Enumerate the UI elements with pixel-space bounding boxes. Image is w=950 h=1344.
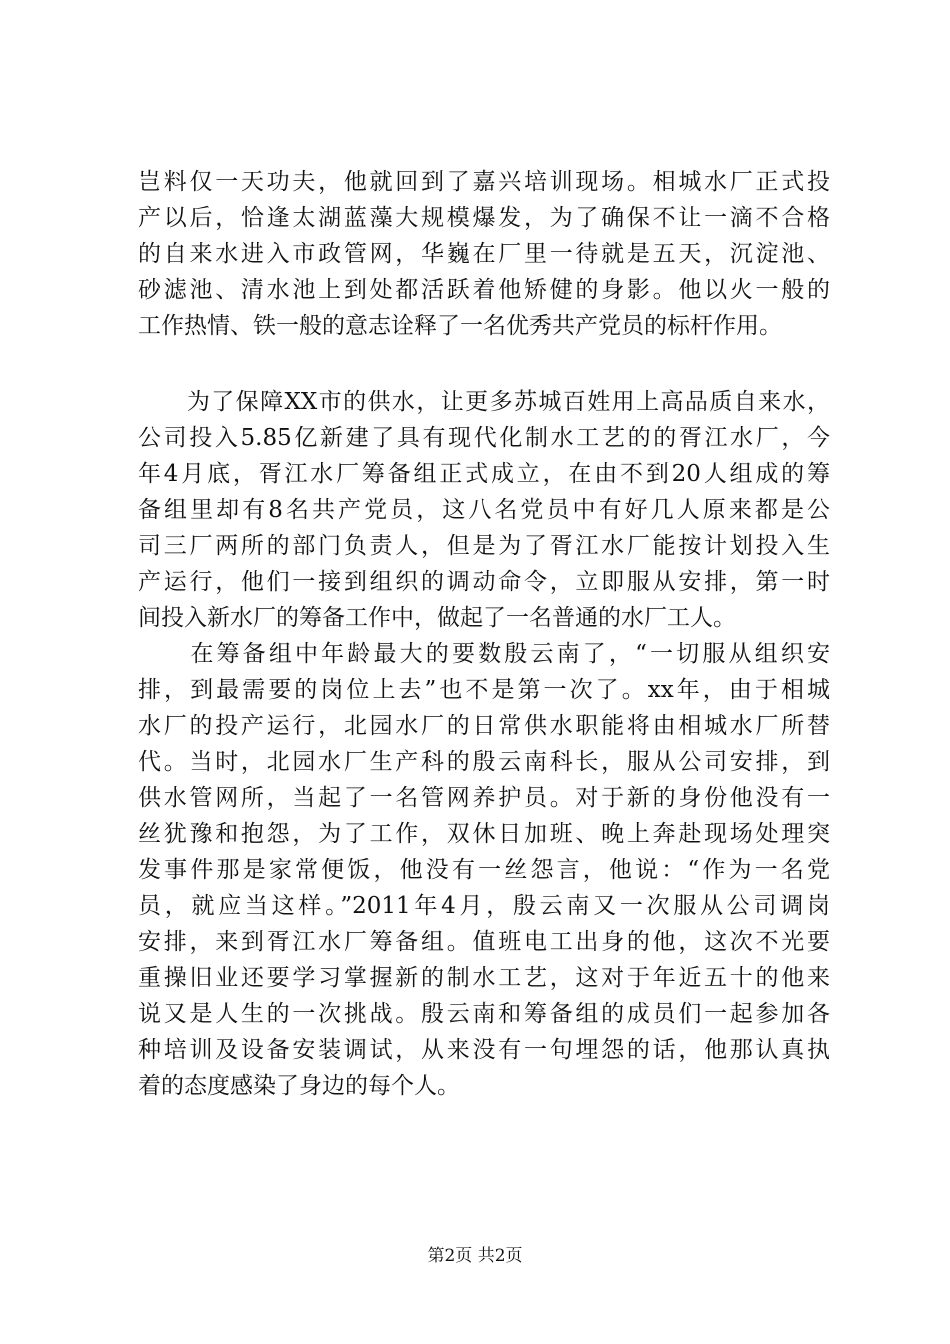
- paragraph-3: [138, 636, 830, 1104]
- text-line: 岂料仅一天功夫，他就回到了嘉兴培训现场。相城水厂正式投: [138, 169, 830, 195]
- text-line: 产以后，恰逢太湖蓝藻大规模爆发，为了确保不让一滴不合格: [138, 205, 830, 231]
- paragraph-1: [138, 164, 830, 344]
- text-line: 排，到最需要的岗位上去”也不是第一次了。xx年，由于相城: [138, 677, 830, 703]
- text-line: 水厂的投产运行，北园水厂的日常供水职能将由相城水厂所替: [138, 713, 830, 739]
- document-body: [138, 164, 830, 1104]
- text-line: 代。当时，北园水厂生产科的殷云南科长，服从公司安排，到: [138, 749, 830, 775]
- paragraph-2: [138, 384, 830, 636]
- text-line: 为了保障XX市的供水，让更多苏城百姓用上高品质自来水，: [138, 389, 830, 415]
- text-line: 发事件那是家常便饭，他没有一丝怨言，他说：“作为一名党: [138, 857, 830, 883]
- text-line: 间投入新水厂的筹备工作中，做起了一名普通的水厂工人。: [138, 605, 736, 631]
- text-line: 工作热情、铁一般的意志诠释了一名优秀共产党员的标杆作用。: [138, 313, 782, 339]
- text-line: 供水管网所，当起了一名管网养护员。对于新的身份他没有一: [138, 785, 830, 811]
- text-line: 员，就应当这样。”2011年4月，殷云南又一次服从公司调岗: [138, 893, 830, 919]
- text-line: 说又是人生的一次挑战。殷云南和筹备组的成员们一起参加各: [138, 1001, 830, 1027]
- text-line: 种培训及设备安装调试，从来没有一句埋怨的话，他那认真执: [138, 1037, 830, 1063]
- text-line: 司三厂两所的部门负责人，但是为了胥江水厂能按计划投入生: [138, 533, 830, 559]
- text-line: 着的态度感染了身边的每个人。: [138, 1073, 460, 1099]
- text-line: 公司投入5.85亿新建了具有现代化制水工艺的的胥江水厂，今: [138, 425, 830, 451]
- page-footer: 第2页 共2页: [427, 1246, 523, 1266]
- paragraph-spacer: [138, 344, 830, 384]
- text-line: 在筹备组中年龄最大的要数殷云南了，“一切服从组织安: [138, 641, 830, 667]
- text-line: 备组里却有8名共产党员，这八名党员中有好几人原来都是公: [138, 497, 830, 523]
- text-line: 砂滤池、清水池上到处都活跃着他矫健的身影。他以火一般的: [138, 277, 830, 303]
- text-line: 丝犹豫和抱怨，为了工作，双休日加班、晚上奔赴现场处理突: [138, 821, 830, 847]
- text-line: 年4月底，胥江水厂筹备组正式成立，在由不到20人组成的筹: [138, 461, 830, 487]
- text-line: 产运行，他们一接到组织的调动命令，立即服从安排，第一时: [138, 569, 830, 595]
- text-line: 的自来水进入市政管网，华巍在厂里一待就是五天，沉淀池、: [138, 241, 830, 267]
- text-line: 重操旧业还要学习掌握新的制水工艺，这对于年近五十的他来: [138, 965, 830, 991]
- text-line: 安排，来到胥江水厂筹备组。值班电工出身的他，这次不光要: [138, 929, 830, 955]
